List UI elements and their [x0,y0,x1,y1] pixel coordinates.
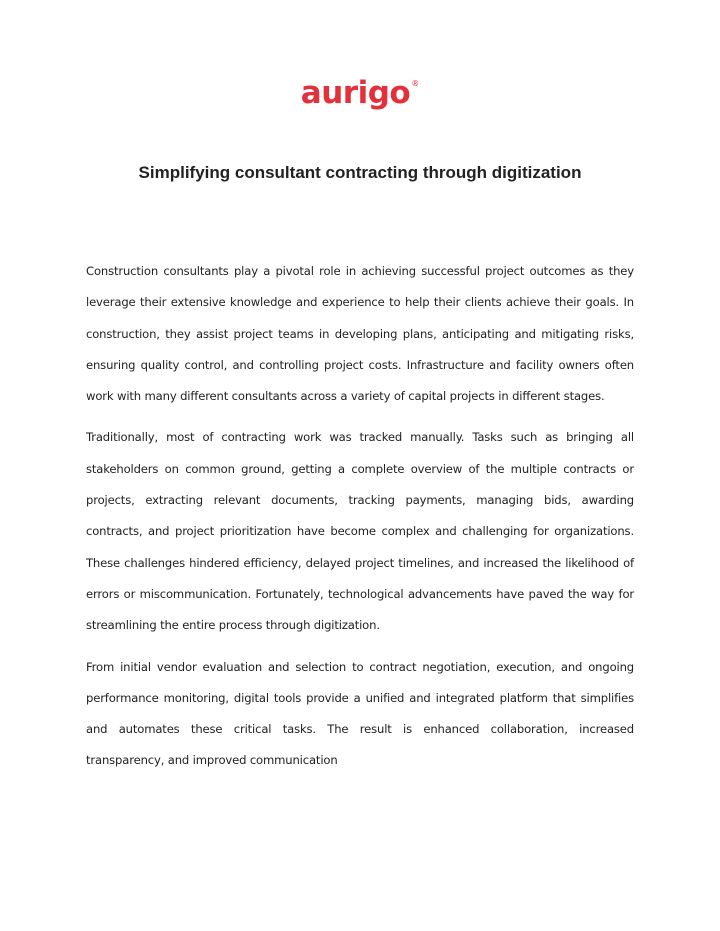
paragraph-3: From initial vendor evaluation and selection to contract negotiation, execution, and ongoing performance monitoring, digital tools provide a unified and integrated platform that simplifies and automates these critical tasks. The result is enhanced collaboration, increased transparency, and improved communication [86,659,634,768]
registered-trademark: ® [411,79,420,88]
logo-wordmark: aurigo [300,75,411,111]
paragraph-1: Construction consultants play a pivotal role in achieving successful project outcomes as they leverage their extensive knowledge and experience to help their clients achieve their goals. In construction, they assist project teams in developing plans, anticipating and mitigating risks, ensuring quality control, and controlling project costs. Infrastructure and facility owners often work with many different consultants across a variety of capital projects in different stages. [86,264,634,404]
document-body [86,256,634,787]
paragraph-2: Traditionally, most of contracting work was tracked manually. Tasks such as bringing all stakeholders on common ground, getting a complete overview of the multiple contracts or projects, extracting relevant documents, tracking payments, managing bids, awarding contracts, and project prioritization have become complex and challenging for organizations. These challenges hindered efficiency, delayed project timelines, and increased the likelihood of errors or miscommunication. Fortunately, technological advancements have paved the way for streamlining the entire process through digitization. [86,430,634,633]
document-title: Simplifying consultant contracting through digitization [138,163,582,182]
aurigo-logo [0,75,720,111]
